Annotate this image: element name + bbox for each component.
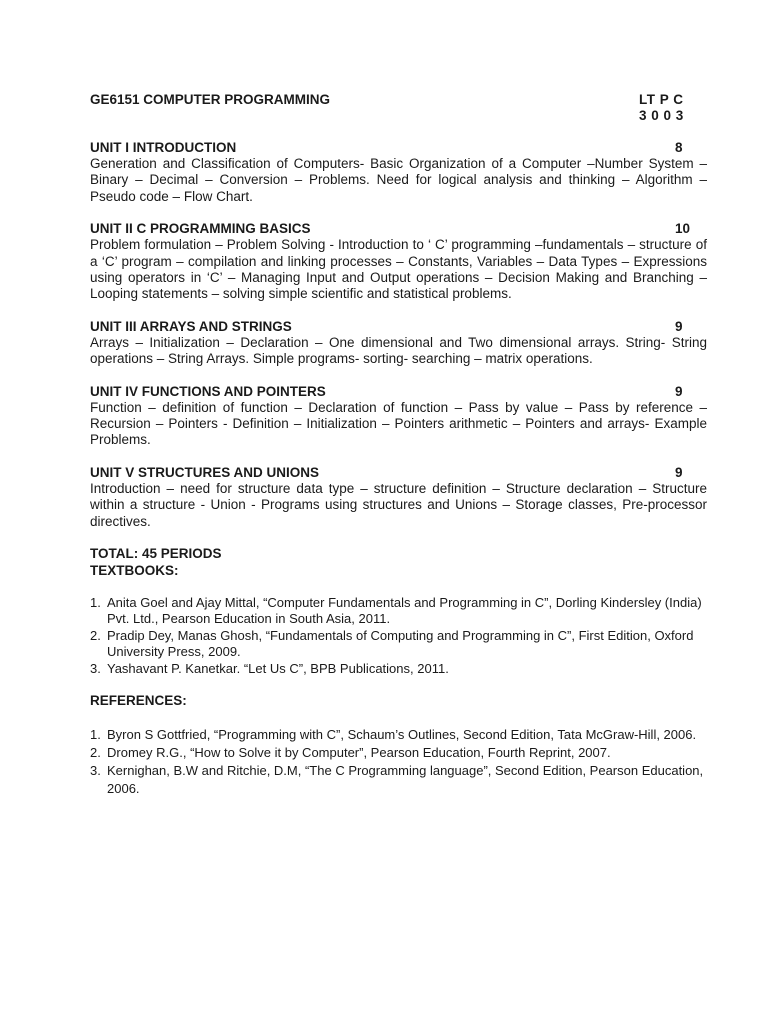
- unit-heading: [90, 384, 707, 400]
- unit-heading: [90, 465, 707, 481]
- list-item: [90, 628, 707, 661]
- unit-1: [90, 140, 707, 205]
- textbook-list: [90, 595, 707, 677]
- unit-title: UNIT IV FUNCTIONS AND POINTERS: [90, 383, 326, 399]
- ltpc-values: 3 0 0 3: [639, 108, 684, 123]
- list-item-text: Dromey R.G., “How to Solve it by Computer”, Pearson Education, Fourth Reprint, 2007.: [107, 744, 611, 760]
- ltpc-label: LT P C: [639, 92, 684, 107]
- list-item-text: Anita Goel and Ajay Mittal, “Computer Fundamentals and Programming in C”, Dorling Kindersley (India) Pvt. Ltd., Pearson Education in South Asia, 2011.: [107, 594, 702, 627]
- unit-hours: 9: [675, 318, 683, 334]
- unit-hours: 8: [675, 140, 683, 155]
- unit-hours: 9: [675, 464, 683, 480]
- list-item: [90, 744, 707, 762]
- unit-hours: 9: [675, 383, 683, 399]
- unit-3: [90, 319, 707, 368]
- unit-description: Generation and Classification of Computers- Basic Organization of a Computer –Number System – Binary – Decimal – Conversion – Problems. Need for logical analysis and thinking – Algorithm – Pseudo code – Flow Chart.: [90, 156, 707, 204]
- unit-2: [90, 221, 707, 303]
- list-item: [90, 661, 707, 677]
- list-item-number: 1.: [90, 594, 101, 610]
- course-title: GE6151 COMPUTER PROGRAMMING: [90, 92, 331, 107]
- unit-description: Problem formulation – Problem Solving - Introduction to ‘ C’ programming –fundamentals – structure of a ‘C’ program – compilation and linking processes – Constants, Variables – Data Types – Expressions using operators in ‘C’ – Managing Input and Output operations – Decision Making and Branching – Looping statements – solving simple scientific and statistical problems.: [90, 237, 707, 302]
- list-item: [90, 762, 707, 798]
- list-item-number: 2.: [90, 627, 101, 643]
- ltpc-block: [639, 92, 707, 124]
- references-heading: REFERENCES:: [90, 692, 187, 708]
- reference-list: [90, 726, 707, 798]
- list-item-text: Yashavant P. Kanetkar. “Let Us C”, BPB Publications, 2011.: [107, 660, 449, 676]
- list-item-number: 3.: [90, 660, 101, 676]
- unit-description: Arrays – Initialization – Declaration – One dimensional and Two dimensional arrays. String- String operations – String Arrays. Simple programs- sorting- searching – matrix operations.: [90, 334, 707, 367]
- unit-4: [90, 384, 707, 449]
- textbooks-heading: TEXTBOOKS:: [90, 562, 179, 578]
- unit-description: Introduction – need for structure data type – structure definition – Structure declaration – Structure within a structure - Union - Programs using structures and Unions – Storage classes, Pre-processor directives.: [90, 480, 707, 529]
- unit-title: UNIT V STRUCTURES AND UNIONS: [90, 464, 320, 480]
- list-item-number: 2.: [90, 744, 101, 760]
- unit-hours: 10: [675, 221, 691, 237]
- unit-description: Function – definition of function – Declaration of function – Pass by value – Pass by reference – Recursion – Pointers - Definition – Initialization – Pointers arithmetic – Pointers and arrays- Example Problems.: [90, 399, 707, 448]
- list-item-number: 1.: [90, 726, 101, 742]
- total-periods: TOTAL: 45 PERIODS: [90, 546, 222, 562]
- list-item: [90, 595, 707, 628]
- list-item: [90, 726, 707, 744]
- course-header: [90, 92, 707, 124]
- unit-heading: [90, 140, 707, 156]
- list-item-text: Kernighan, B.W and Ritchie, D.M, “The C Programming language”, Second Edition, Pearson Education, 2006.: [107, 762, 704, 796]
- unit-title: UNIT II C PROGRAMMING BASICS: [90, 221, 311, 237]
- list-item-number: 3.: [90, 762, 101, 778]
- unit-5: [90, 465, 707, 530]
- syllabus-page: [90, 92, 707, 798]
- unit-title: UNIT III ARRAYS AND STRINGS: [90, 318, 292, 334]
- unit-heading: [90, 319, 707, 335]
- list-item-text: Byron S Gottfried, “Programming with C”, Schaum’s Outlines, Second Edition, Tata McGraw-Hill, 2006.: [107, 726, 697, 742]
- unit-title: UNIT I INTRODUCTION: [90, 140, 237, 155]
- unit-heading: [90, 221, 707, 237]
- list-item-text: Pradip Dey, Manas Ghosh, “Fundamentals of Computing and Programming in C”, First Edition, Oxford University Press, 2009.: [107, 627, 694, 660]
